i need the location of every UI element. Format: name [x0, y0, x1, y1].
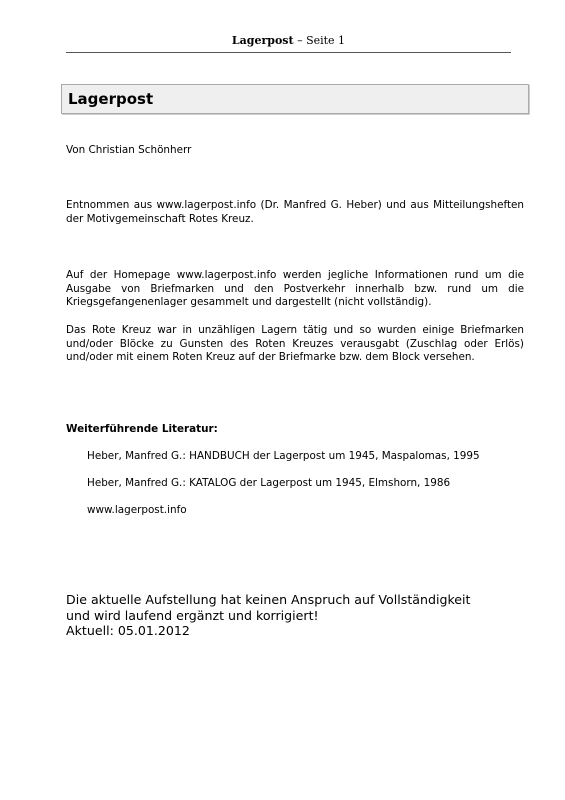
completeness-note	[66, 592, 526, 639]
page-header	[66, 34, 511, 48]
document-title: Lagerpost	[68, 90, 154, 108]
red-cross-paragraph: Das Rote Kreuz war in unzähligen Lagern tätig und so wurden einige Briefmarken und/oder Blöcke zu Gunsten des Roten Kreuzes verausgabt (Zuschlag oder Erlös) und/oder mit einem Roten Kreuz auf der Briefmarke bzw. dem Block versehen.	[66, 324, 524, 363]
literature-heading: Weiterführende Literatur:	[66, 423, 218, 435]
title-box	[61, 84, 529, 114]
homepage-paragraph: Auf der Homepage www.lagerpost.info werden jegliche Informationen rund um die Ausgabe von Briefmarken und den Postverkehr innerhalb bzw. rund um die Kriegsgefangenenlager gesammelt und dargestellt (nicht vollständig).	[66, 269, 524, 308]
header-title: Lagerpost	[231, 34, 294, 47]
note-line: Die aktuelle Aufstellung hat keinen Anspruch auf Vollständigkeit	[66, 592, 471, 607]
literature-item: Heber, Manfred G.: HANDBUCH der Lagerpost um 1945, Maspalomas, 1995	[87, 450, 480, 462]
source-paragraph: Entnommen aus www.lagerpost.info (Dr. Manfred G. Heber) und aus Mitteilungsheften der Motivgemeinschaft Rotes Kreuz.	[66, 199, 524, 225]
note-line: und wird laufend ergänzt und korrigiert!	[66, 607, 319, 623]
author-line: Von Christian Schönherr	[66, 144, 192, 156]
header-page-number: – Seite 1	[293, 34, 346, 47]
literature-link: www.lagerpost.info	[87, 504, 187, 516]
header-rule	[66, 52, 511, 53]
literature-item: Heber, Manfred G.: KATALOG der Lagerpost um 1945, Elmshorn, 1986	[87, 477, 451, 489]
note-date: Aktuell: 05.01.2012	[66, 623, 190, 638]
